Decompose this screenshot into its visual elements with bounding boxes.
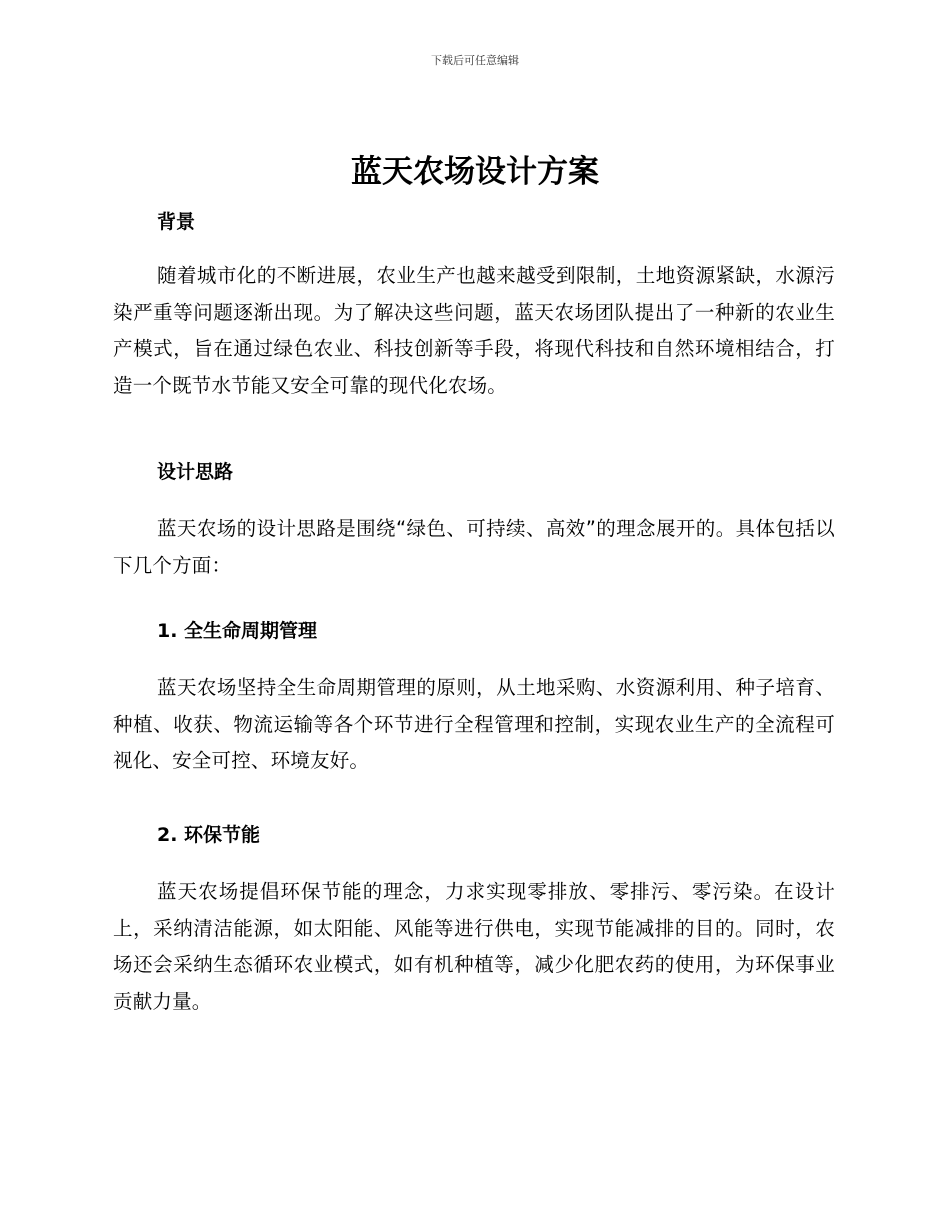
header-note: 下载后可任意编辑 <box>431 54 519 67</box>
section-paragraph-background: 随着城市化的不断进展，农业生产也越来越受到限制，土地资源紧缺，水源污染严重等问题逐渐出现。为了解决这些问题，蓝天农场团队提出了一种新的农业生产模式，旨在通过绿色农业、科技创新等手段，将现代科技和自然环境相结合，打造一个既节水节能又安全可靠的现代化农场。 <box>113 264 835 397</box>
section-heading-eco-energy-saving: 2. 环保节能 <box>157 824 261 846</box>
section-paragraph-design-approach: 蓝天农场的设计思路是围绕“绿色、可持续、高效”的理念展开的。具体包括以下几个方面： <box>113 517 835 577</box>
section-heading-background: 背景 <box>157 211 196 233</box>
section-paragraph-lifecycle-management: 蓝天农场坚持全生命周期管理的原则，从土地采购、水资源利用、种子培育、种植、收获、物流运输等各个环节进行全程管理和控制，实现农业生产的全流程可视化、安全可控、环境友好。 <box>113 676 835 772</box>
section-paragraph-eco-energy-saving: 蓝天农场提倡环保节能的理念，力求实现零排放、零排污、零污染。在设计上，采纳清洁能源，如太阳能、风能等进行供电，实现节能减排的目的。同时，农场还会采纳生态循环农业模式，如有机种植等，减少化肥农药的使用，为环保事业贡献力量。 <box>113 880 835 1013</box>
section-heading-lifecycle-management: 1. 全生命周期管理 <box>157 620 318 642</box>
document-title: 蓝天农场设计方案 <box>351 154 599 190</box>
section-heading-design-approach: 设计思路 <box>157 461 234 483</box>
